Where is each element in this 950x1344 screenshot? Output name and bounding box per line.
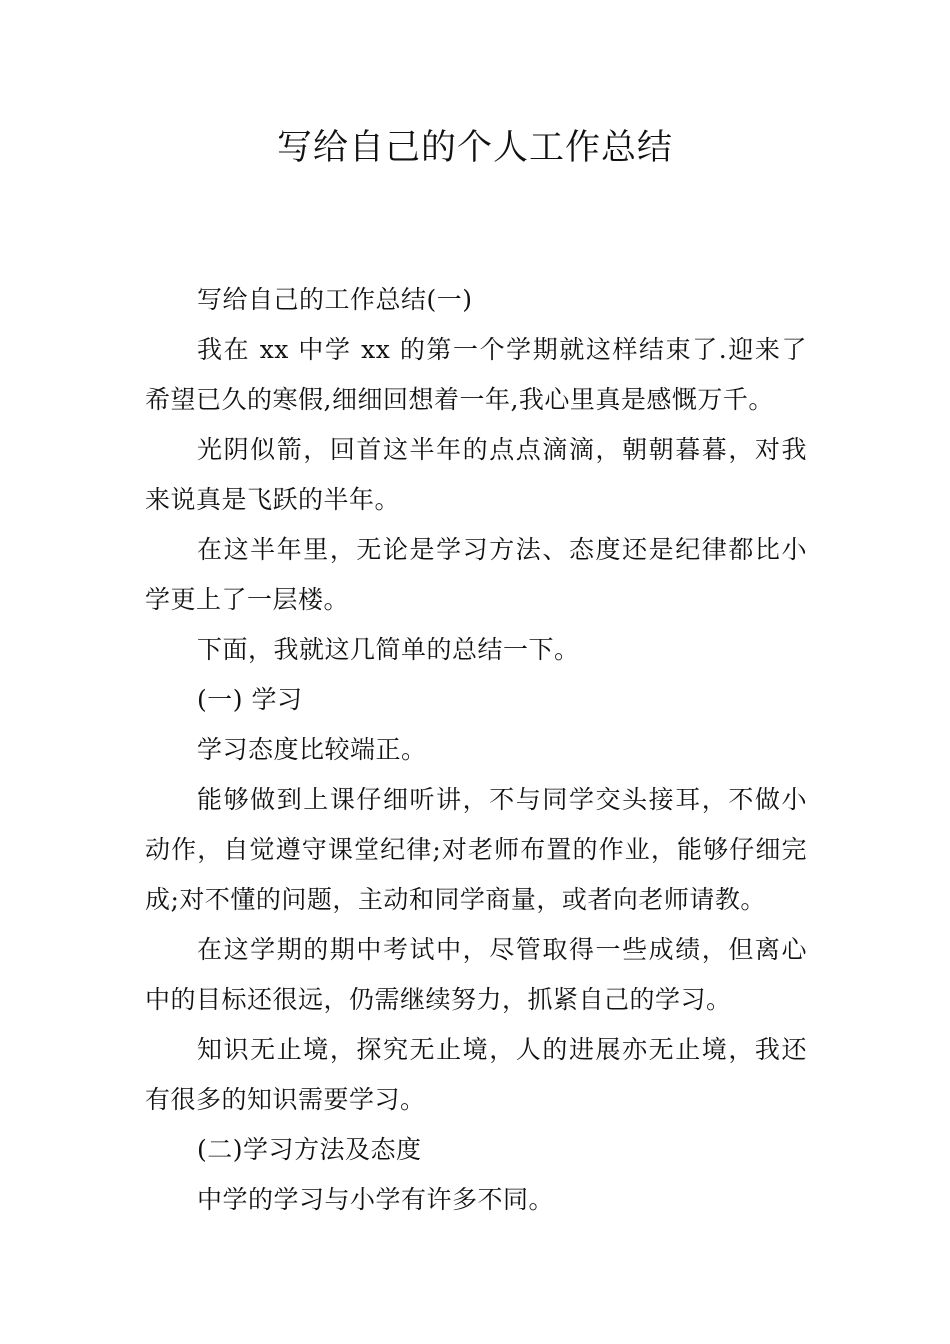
paragraph-half-year: 光阴似箭，回首这半年的点点滴滴，朝朝暮暮，对我来说真是飞跃的半年。	[145, 435, 807, 514]
paragraph-knowledge: 知识无止境，探究无止境，人的进展亦无止境，我还有很多的知识需要学习。	[145, 1035, 807, 1114]
paragraph-improvement: 在这半年里，无论是学习方法、态度还是纪律都比小学更上了一层楼。	[145, 535, 807, 614]
paragraph-subheading-method: (二)学习方法及态度	[197, 1135, 422, 1164]
paragraph-classroom: 能够做到上课仔细听讲，不与同学交头接耳，不做小动作，自觉遵守课堂纪律;对老师布置的作业，能够仔细完成;对不懂的问题，主动和同学商量，或者向老师请教。	[145, 785, 807, 914]
paragraph-section-heading-1: 写给自己的工作总结(一)	[197, 285, 473, 314]
document-body	[145, 275, 807, 1225]
document-title: 写给自己的个人工作总结	[276, 128, 673, 168]
paragraph-semester-end: 我在 xx 中学 xx 的第一个学期就这样结束了.迎来了希望已久的寒假,细细回想着一年,我心里真是感慨万千。	[145, 335, 807, 414]
paragraph-subheading-study: (一) 学习	[197, 685, 303, 714]
paragraph-midterm: 在这学期的期中考试中，尽管取得一些成绩，但离心中的目标还很远，仍需继续努力，抓紧自己的学习。	[145, 935, 807, 1014]
paragraph-attitude: 学习态度比较端正。	[197, 735, 427, 764]
paragraph-summary-intro: 下面，我就这几简单的总结一下。	[197, 635, 580, 664]
paragraph-middle-school: 中学的学习与小学有许多不同。	[197, 1185, 555, 1214]
